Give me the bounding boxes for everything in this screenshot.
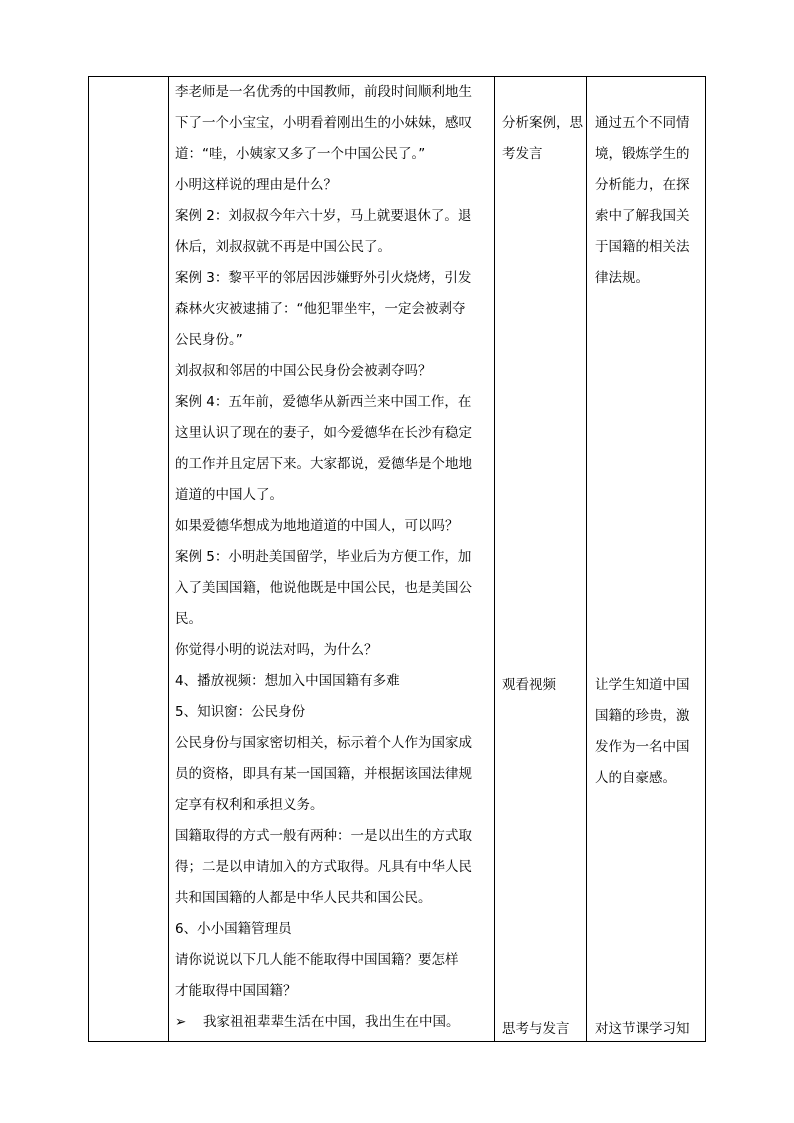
content-line: 李老师是一名优秀的中国教师，前段时间顺利地生 [175, 84, 472, 100]
content-line: 5、知识窗：公民身份 [175, 704, 306, 720]
content-line: 你觉得小明的说法对吗，为什么？ [175, 642, 378, 658]
content-line: 民。 [175, 611, 202, 627]
content-line: 下了一个小宝宝，小明看着刚出生的小妹妹，感叹 [175, 115, 472, 131]
intent-line: 境，锻炼学生的 [595, 146, 690, 162]
activity-line: 分析案例，思 [502, 115, 583, 131]
content-line: 道：“哇，小姨家又多了一个中国公民了。” [175, 146, 426, 162]
activity-line: 观看视频 [502, 677, 556, 693]
design-intent-block-2 [587, 670, 706, 794]
intent-line: 让学生知道中国 [595, 677, 690, 693]
content-line: 刘叔叔和邻居的中国公民身份会被剥夺吗？ [175, 363, 432, 379]
content-line: 共和国国籍的人都是中华人民共和国公民。 [175, 890, 432, 906]
content-line: 森林火灾被逮捕了：“他犯罪坐牢，一定会被剥夺 [175, 301, 466, 317]
content-line: 的工作并且定居下来。大家都说，爱德华是个地地 [175, 456, 472, 472]
content-line: 国籍取得的方式一般有两种：一是以出生的方式取 [175, 828, 472, 844]
lesson-plan-table [88, 76, 706, 1042]
student-activity-block-3 [495, 1014, 587, 1045]
design-intent-block-1 [587, 108, 706, 294]
content-line: 这里认识了现在的妻子，如今爱德华在长沙有稳定 [175, 425, 472, 441]
activity-line: 思考与发言 [502, 1021, 570, 1037]
content-line: 得；二是以申请加入的方式取得。凡具有中华人民 [175, 859, 472, 875]
student-activity-block-2 [495, 670, 587, 701]
content-line: 公民身份。” [175, 332, 243, 348]
content-line: 小明这样说的理由是什么？ [175, 177, 337, 193]
content-line: 入了美国国籍，他说他既是中国公民，也是美国公 [175, 580, 472, 596]
teaching-content-column [169, 77, 495, 1038]
intent-line: 于国籍的相关法 [595, 239, 690, 255]
intent-line: 国籍的珍贵，激 [595, 708, 690, 724]
arrow-bullet-icon: ➢ [175, 1014, 187, 1030]
intent-line: 索中了解我国关 [595, 208, 690, 224]
bullet-item [175, 1007, 495, 1038]
intent-line: 通过五个不同情 [595, 115, 690, 131]
content-line: 案例 2：刘叔叔今年六十岁，马上就要退休了。退 [175, 208, 472, 224]
student-activity-block-1 [495, 108, 587, 170]
content-line: 公民身份与国家密切相关，标示着个人作为国家成 [175, 735, 472, 751]
content-line: 定享有权利和承担义务。 [175, 797, 324, 813]
content-line: 案例 5：小明赴美国留学，毕业后为方便工作，加 [175, 549, 472, 565]
content-line: 案例 4：五年前，爱德华从新西兰来中国工作，在 [175, 394, 472, 410]
content-line: 休后，刘叔叔就不再是中国公民了。 [175, 239, 391, 255]
activity-line: 考发言 [502, 146, 543, 162]
intent-line: 对这节课学习知 [595, 1021, 690, 1037]
content-line: 员的资格，即具有某一国国籍，并根据该国法律规 [175, 766, 472, 782]
intent-line: 发作为一名中国 [595, 739, 690, 755]
bullet-text: 我家祖祖辈辈生活在中国，我出生在中国。 [203, 1014, 460, 1030]
intent-line: 分析能力，在探 [595, 177, 690, 193]
teaching-content-lines [175, 77, 495, 1007]
content-line: 才能取得中国国籍？ [175, 983, 297, 999]
intent-line: 人的自豪感。 [595, 770, 676, 786]
design-intent-block-3 [587, 1014, 706, 1045]
intent-line: 律法规。 [595, 270, 649, 286]
content-line: 4、播放视频：想加入中国国籍有多难 [175, 673, 400, 689]
content-line: 案例 3：黎平平的邻居因涉嫌野外引火烧烤，引发 [175, 270, 472, 286]
content-line: 6、小小国籍管理员 [175, 921, 292, 937]
content-line: 道道的中国人了。 [175, 487, 283, 503]
content-line: 如果爱德华想成为地地道道的中国人，可以吗？ [175, 518, 459, 534]
content-line: 请你说说以下几人能不能取得中国国籍？要怎样 [175, 952, 459, 968]
